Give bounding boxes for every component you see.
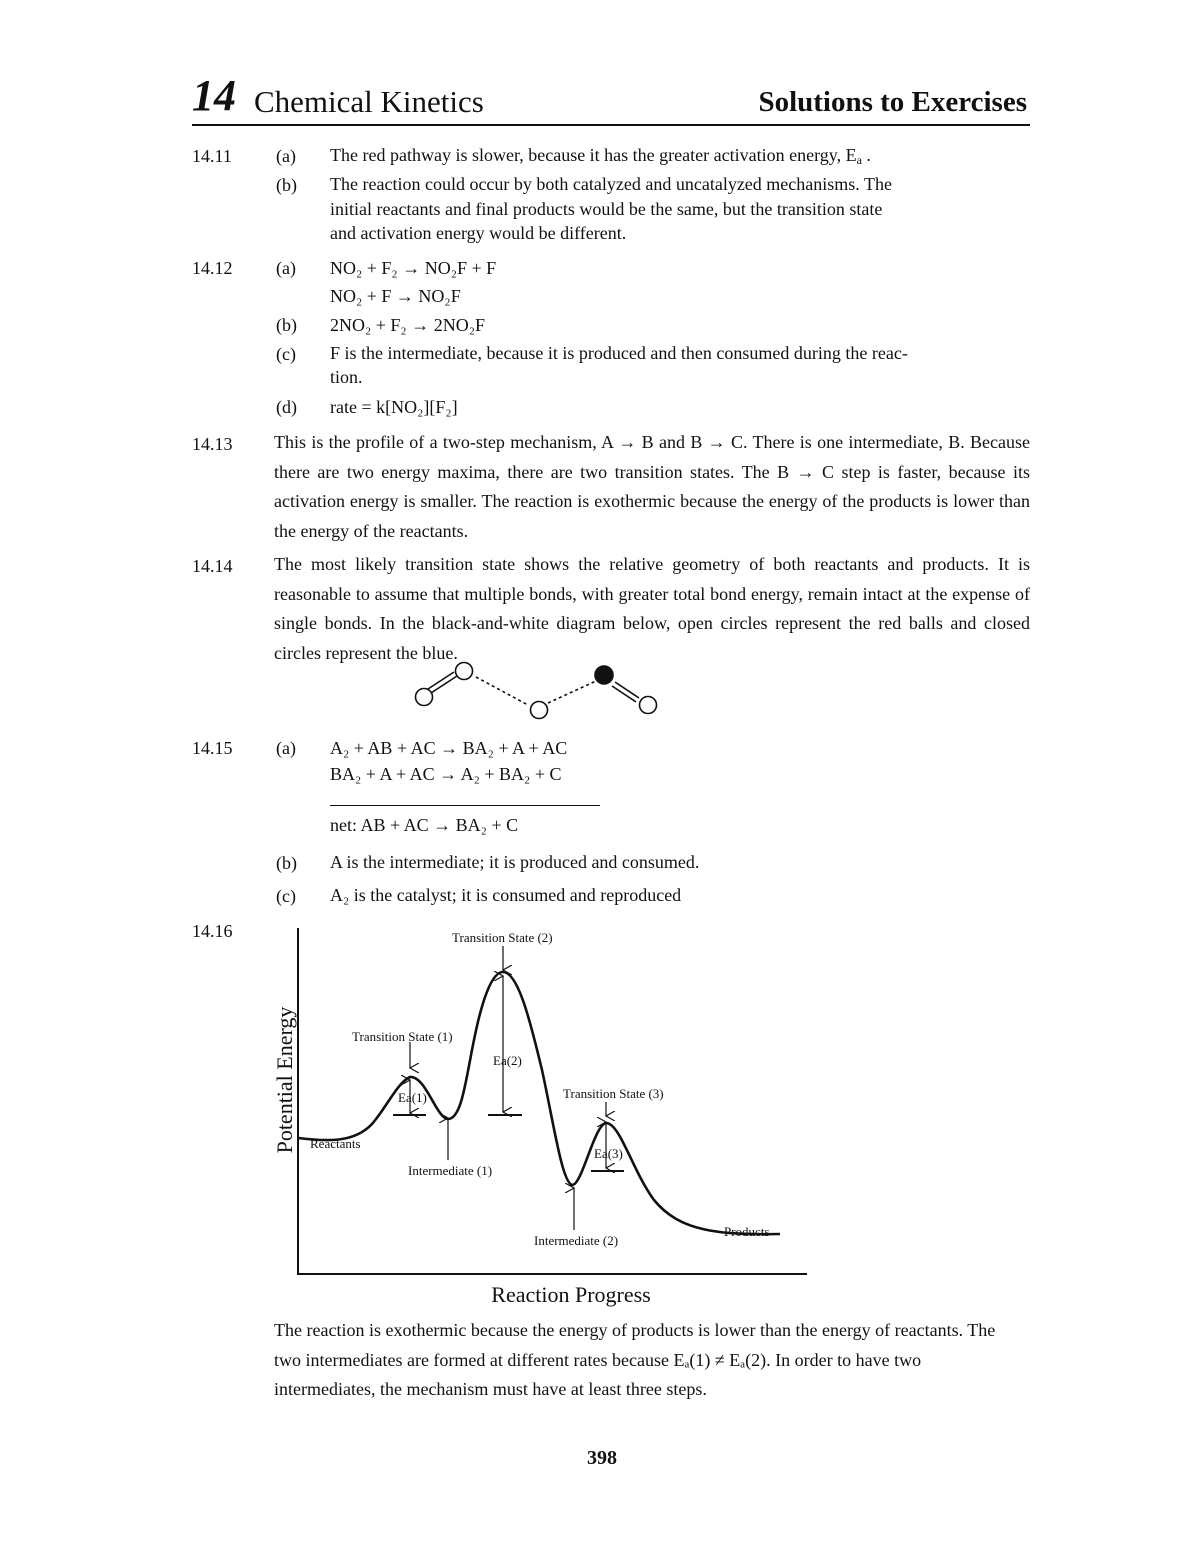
ts3-label: Transition State (3) <box>563 1086 664 1101</box>
equation: BA₂ + A + AC → A₂ + BA₂ + C <box>330 764 562 784</box>
exercise-number: 14.13 <box>192 434 233 454</box>
answer-paragraph: The most likely transition state shows the relative geometry of both reactants and products. It is reasonable to assume that multiple bonds, with greater total bond energy, remain intact at the expense of single bonds. In the black-and-white diagram below, open circles represent the red balls and closed circles represent the blue. <box>274 554 1030 663</box>
equation: 2NO₂ + F₂ → 2NO₂F <box>330 315 485 335</box>
transition-state-molecule-diagram <box>390 655 670 725</box>
answer-text: The red pathway is slower, because it has the greater activation energy, $E_a$ . <box>330 145 871 167</box>
partial-bond <box>476 677 528 705</box>
exercise-number: 14.14 <box>192 556 233 576</box>
int1-label: Intermediate (1) <box>408 1163 493 1178</box>
exercise-number: 14.16 <box>192 921 233 941</box>
answer-text: The reaction could occur by both catalyzed and uncatalyzed mechanisms. The <box>330 174 892 194</box>
part-label: (c) <box>276 886 296 906</box>
equation: NO₂ + F₂ → NO₂F + F <box>330 258 497 278</box>
energy-profile-diagram <box>260 920 820 1315</box>
open-atom <box>531 702 548 719</box>
sum-rule <box>330 805 600 806</box>
reactants-label: Reactants <box>310 1136 361 1151</box>
exercise-number: 14.15 <box>192 738 233 758</box>
part-label: (a) <box>276 738 296 758</box>
chapter-title: Chemical Kinetics <box>254 84 484 119</box>
part-label: (b) <box>276 853 297 873</box>
answer-text: A is the intermediate; it is produced and consumed. <box>330 852 700 872</box>
answer-paragraph: This is the profile of a two-step mechanism, A → B and B → C. There is one intermediate, B. Because there are two energy maxima, there are two transition states. The B → C step is faster, because its activation energy is smaller. The reaction is exothermic because the energy of the products is lower than the energy of the reactants. <box>274 432 1030 541</box>
equation: A₂ + AB + AC → BA₂ + A + AC <box>330 738 568 758</box>
partial-bond <box>548 681 596 703</box>
ea1-label: Ea(1) <box>398 1090 427 1105</box>
products-label: Products <box>724 1224 770 1239</box>
answer-text: and activation energy would be different. <box>330 223 627 243</box>
ts2-label: Transition State (2) <box>452 930 553 945</box>
chapter-number: 14 <box>192 71 236 120</box>
part-label: (b) <box>276 175 297 195</box>
open-atom <box>416 689 433 706</box>
open-atom <box>456 663 473 680</box>
ts1-label: Transition State (1) <box>352 1029 453 1044</box>
answer-text: initial reactants and final products would be the same, but the transition state <box>330 199 883 219</box>
equation: rate = k[NO₂][F₂] <box>330 397 458 417</box>
part-label: (a) <box>276 146 296 166</box>
header-rule <box>192 124 1030 126</box>
closed-atom <box>595 666 613 684</box>
conclusion-paragraph: The reaction is exothermic because the energy of products is lower than the energy of reactants. The two intermediates are formed at different rates because Eₐ(1) ≠ Eₐ(2). In order to have two intermediates, the mechanism must have at least three steps. <box>274 1320 996 1399</box>
x-axis-label: Reaction Progress <box>491 1282 651 1307</box>
part-label: (d) <box>276 397 297 417</box>
part-label: (a) <box>276 258 296 278</box>
net-equation: net: AB + AC → BA₂ + C <box>330 815 519 835</box>
part-label: (c) <box>276 344 296 364</box>
page-number: 398 <box>587 1447 617 1469</box>
energy-curve <box>298 972 780 1234</box>
open-atom <box>640 697 657 714</box>
section-title: Solutions to Exercises <box>758 86 1027 118</box>
answer-text: F is the intermediate, because it is produced and then consumed during the reac- <box>330 343 908 363</box>
exercise-number: 14.11 <box>192 146 232 166</box>
part-label: (b) <box>276 315 297 335</box>
ea2-label: Ea(2) <box>493 1053 522 1068</box>
equation: NO₂ + F → NO₂F <box>330 286 461 306</box>
answer-text: A₂ is the catalyst; it is consumed and reproduced <box>330 885 682 905</box>
ea3-label: Ea(3) <box>594 1146 623 1161</box>
int2-label: Intermediate (2) <box>534 1233 619 1248</box>
answer-text: tion. <box>330 367 363 387</box>
y-axis-label: Potential Energy <box>272 1006 297 1154</box>
exercise-number: 14.12 <box>192 258 233 278</box>
